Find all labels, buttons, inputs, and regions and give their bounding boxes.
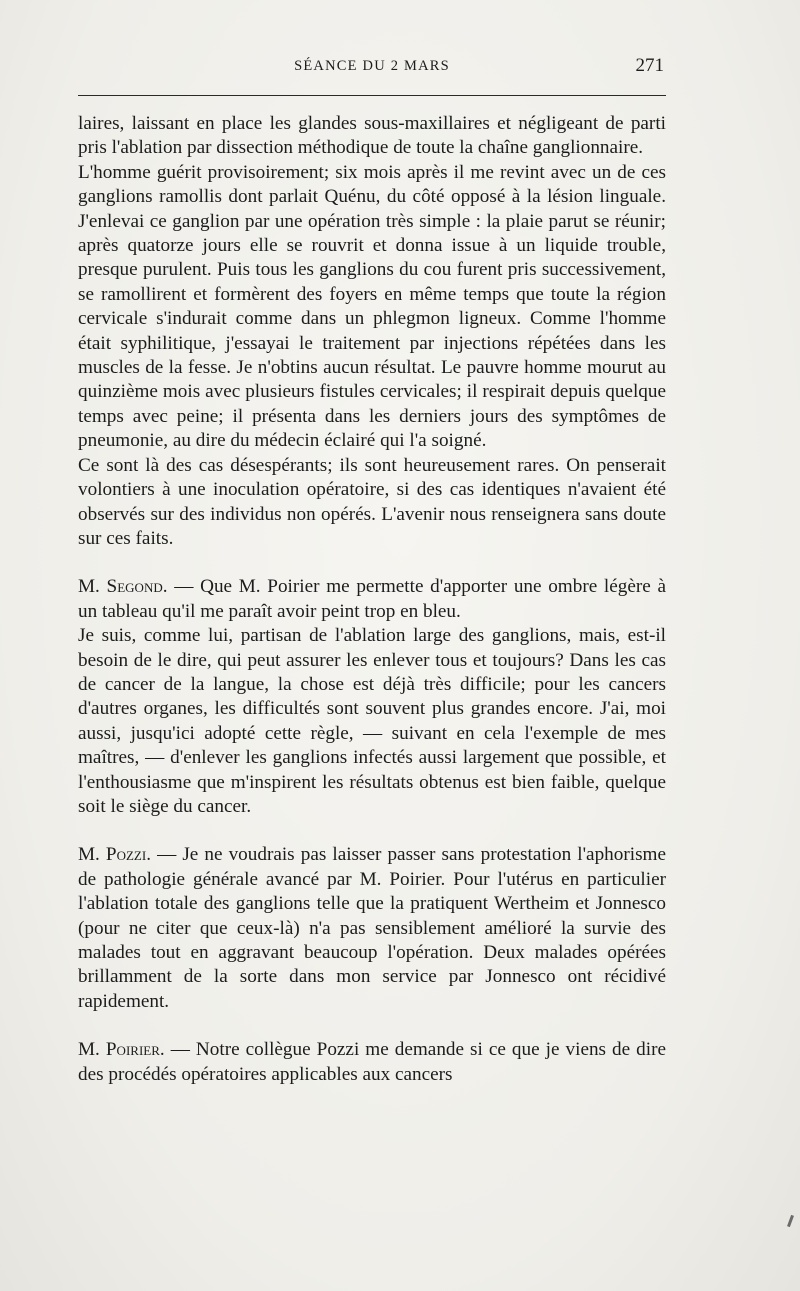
paragraph-poirier	[78, 1038, 666, 1087]
speaker-pozzi: M. Pozzi.	[78, 844, 151, 866]
paragraph-5-text: Je suis, comme lui, partisan de l'ablation large des ganglions, mais, est-il besoin de le dire, qui peut assurer les enlever tous et toujours? Dans les cas de cancer de la langue, la chose est déjà très difficile; pour les cancers d'autres organes, les difficultés sont souvent plus grandes encore. J'ai, moi aussi, jusqu'ici adopté cette règle, — suivant en cela l'exemple de mes maîtres, — d'enlever les ganglions infectés aussi largement que possible, et l'enthousiasme que m'inspirent les résultats obtenus est bien faible, quelque soit le siège du cancer.	[78, 625, 666, 817]
paragraph-3-text: Ce sont là des cas désespérants; ils sont heureusement rares. On penserait volontiers à une inoculation opératoire, si des cas identiques n'avaient été observés sur des individus non opérés. L'avenir nous renseignera sans doute sur ces faits.	[78, 454, 666, 549]
paragraph-segond	[78, 575, 666, 624]
header-rule	[78, 95, 666, 96]
paragraph-poirier-text: — Notre collègue Pozzi me demande si ce que je viens de dire des procédés opératoires applicables aux cancers	[78, 1039, 667, 1085]
paragraph-2	[78, 161, 666, 454]
paragraph-pozzi-text: — Je ne voudrais pas laisser passer sans protestation l'aphorisme de pathologie générale avancé par M. Poirier. Pour l'utérus en particulier l'ablation totale des ganglions telle que la pratiquent Wertheim et Jonnesco (pour ne citer que ceux-là) n'a pas sensiblement amélioré la survie des malades tout en aggravant beaucoup l'opération. Deux malades opérées brillamment de la sorte dans mon service par Jonnesco ont récidivé rapidement.	[78, 844, 666, 1012]
paragraph-2-text: L'homme guérit provisoirement; six mois après il me revint avec un de ces ganglions ramollis dont parlait Quénu, du côté opposé à la lésion linguale. J'enlevai ce ganglion par une opération très simple : la plaie parut se réunir; après quatorze jours elle se rouvrit et donna issue à un liquide trouble, presque purulent. Puis tous les ganglions du cou furent pris successivement, se ramollirent et formèrent des foyers en même temps que toute la région cervicale s'indurait comme dans un phlegmon ligneux. Comme l'homme était syphilitique, j'essayai le traitement par injections répétées dans les muscles de la fesse. Je n'obtins aucun résultat. Le pauvre homme mourut au quinzième mois avec plusieurs fistules cervicales; il respirait depuis quelque temps avec peine; il présenta dans les derniers jours des symptômes de pneumonie, au dire du médecin éclairé qui l'a soigné.	[78, 161, 666, 452]
paragraph-5	[78, 624, 666, 819]
paragraph-3	[78, 454, 666, 552]
speaker-segond: M. Segond.	[78, 576, 168, 598]
page-header	[78, 55, 666, 84]
paper-mark	[787, 1215, 794, 1227]
speaker-poirier: M. Poirier.	[78, 1039, 165, 1061]
body-text	[78, 112, 666, 1087]
paragraph-1-text: laires, laissant en place les glandes sous-maxillaires et négligeant de parti pris l'ablation par dissection méthodique de toute la chaîne ganglionnaire.	[78, 113, 666, 159]
paragraph-segond-text: — Que M. Poirier me permette d'apporter une ombre légère à un tableau qu'il me paraît avoir peint trop en bleu.	[78, 576, 666, 622]
running-head: SÉANCE DU 2 MARS	[294, 58, 450, 74]
paragraph-1	[78, 112, 666, 161]
paragraph-pozzi	[78, 843, 666, 1014]
page-number: 271	[635, 55, 664, 76]
